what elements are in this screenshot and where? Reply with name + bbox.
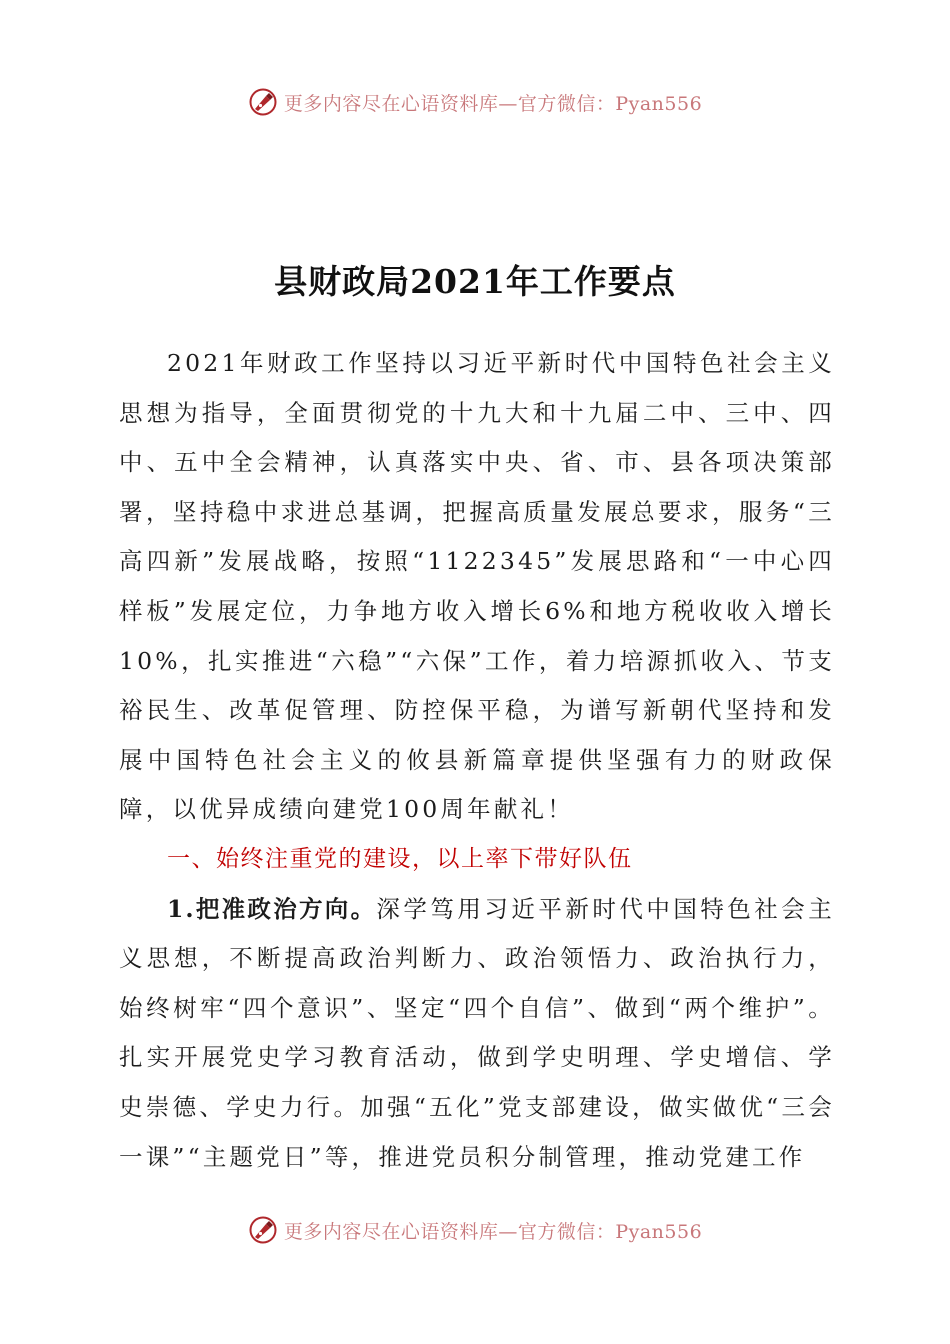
pen-nib-logo-icon xyxy=(248,87,278,117)
item-body-text: 深学笃用习近平新时代中国特色社会主义思想，不断提高政治判断力、政治领悟力、政治执行力，始终树牢“四个意识”、坚定“四个自信”、做到“两个维护”。扎实开展党史学习教育活动，做到学史明理、学史增信、学史崇德、学史力行。加强“五化”党支部建设，做实做优“三会一课”“主题党日”等，推进党员积分制管理，推动党建工作 xyxy=(119,894,835,1171)
document-title: 县财政局2021年工作要点 xyxy=(274,262,676,301)
watermark-text: 更多内容尽在心语资料库—官方微信：Pyan556 xyxy=(283,92,703,115)
pen-nib-logo-icon xyxy=(248,1215,278,1245)
item-lead-text: 1.把准政治方向。 xyxy=(167,894,377,923)
watermark-banner-bottom xyxy=(0,1210,950,1250)
section-heading-1: 一、始终注重党的建设，以上率下带好队伍 xyxy=(167,845,633,872)
intro-paragraph: 2021年财政工作坚持以习近平新时代中国特色社会主义思想为指导，全面贯彻党的十九大和十九届二中、三中、四中、五中全会精神，认真落实中央、省、市、县各项决策部署，坚持稳中求进总基调，把握高质量发展总要求，服务“三高四新”发展战略，按照“1122345”发展思路和“一中心四样板”发展定位，力争地方收入增长6%和地方税收收入增长10%，扎实推进“六稳”“六保”工作，着力培源抓收入、节支裕民生、改革促管理、防控保平稳，为谱写新朝代坚持和发展中国特色社会主义的攸县新篇章提供坚强有力的财政保障，以优异成绩向建党100周年献礼！ xyxy=(119,349,835,824)
document-body xyxy=(119,339,835,1182)
watermark-banner-top xyxy=(0,82,950,122)
watermark-text: 更多内容尽在心语资料库—官方微信：Pyan556 xyxy=(283,1220,703,1243)
section-1-item-1 xyxy=(119,885,835,1183)
